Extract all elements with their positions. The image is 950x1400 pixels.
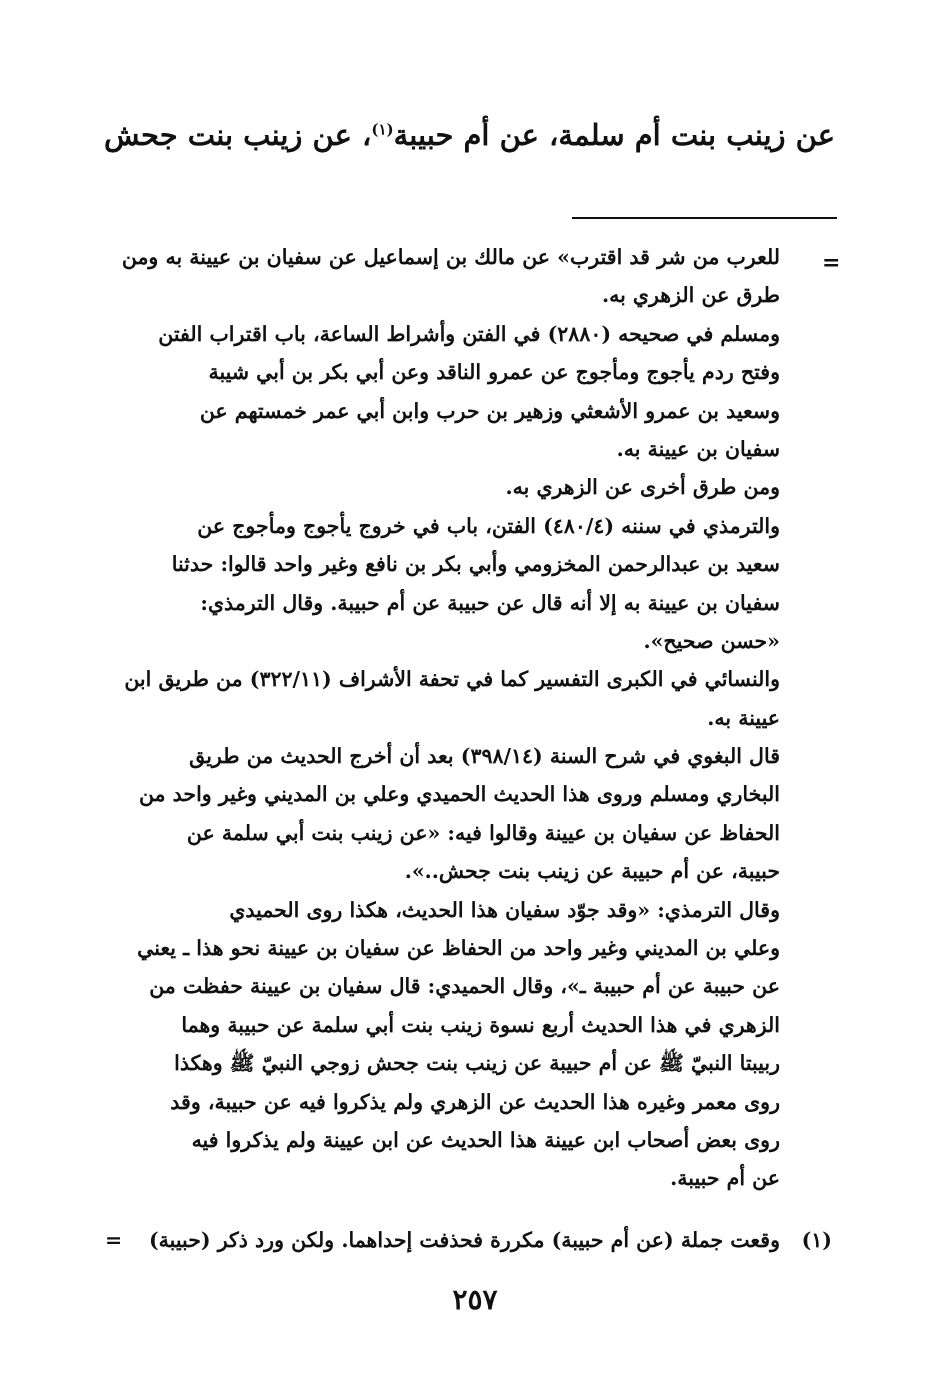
footnote-line: سفيان بن عيينة به. [616,436,780,461]
main-text-end: ، عن زينب بنت جحش [104,118,372,152]
footnote-line: سفيان بن عيينة به إلا أنه قال عن حبيبة عن أم حبيبة. وقال الترمذي: [200,590,780,615]
footnote-line: طرق عن الزهري به. [601,283,780,308]
footnote-line: والترمذي في سننه (٤٨٠/٤) الفتن، باب في خروج يأجوج ومأجوج عن [197,513,780,538]
footnote-line: ربيبتا النبيّ ﷺ عن أم حبيبة عن زينب بنت جحش زوجي النبيّ ﷺ وهكذا [174,1051,780,1076]
footnote-continuation-mark: = [822,250,841,276]
footnote-line: روى معمر وغيره هذا الحديث عن الزهري ولم يذكروا فيه عن حبيبة، وقد [170,1089,780,1114]
footnote-line: سعيد بن عبدالرحمن المخزومي وأبي بكر بن نافع وغير واحد قالوا: حدثنا [171,552,780,577]
footnote-line: ومن طرق أخرى عن الزهري به. [505,475,780,500]
footnote-line: ومسلم في صحيحه (٢٨٨٠) في الفتن وأشراط الساعة، باب اقتراب الفتن [158,321,780,346]
footnote-line: عن أم حبيبة. [670,1166,780,1191]
main-text-line [104,118,835,152]
footnote-line: وفتح ردم يأجوج ومأجوج عن عمرو الناقد وعن أبي بكر بن أبي شيبة [208,360,780,385]
footnote-line: روى بعض أصحاب ابن عيينة هذا الحديث عن ابن عيينة ولم يذكروا فيه [191,1127,780,1152]
footnote-line: عيينة به. [707,705,780,730]
footnote-1-continue-mark: = [105,1228,123,1252]
footnote-line: الحفاظ عن سفيان بن عيينة وقالوا فيه: «عن زينب بنت أبي سلمة عن [186,820,780,845]
footnote-line: وعلي بن المديني وغير واحد من الحفاظ عن سفيان بن عيينة نحو هذا ـ يعني [137,936,780,961]
footnote-line: وسعيد بن عمرو الأشعثي وزهير بن حرب وابن أبي عمر خمستهم عن [199,398,780,423]
footnote-body [121,238,780,1198]
footnote-line: حبيبة، عن أم حبيبة عن زينب بنت جحش..». [404,859,780,884]
main-text-start: عن زينب بنت أم سلمة، عن أم حبيبة [393,118,835,152]
footnote-1-text: وقعت جملة (عن أم حبيبة) مكررة فحذفت إحداهما. ولكن ورد ذكر (حبيبة) [148,1228,780,1252]
footnote-reference-marker: (١) [371,120,394,139]
footnote-line: عن حبيبة عن أم حبيبة ـ»، وقال الحميدي: قال سفيان بن عيينة حفظت من [149,974,780,999]
footnote-line: قال البغوي في شرح السنة (٣٩٨/١٤) بعد أن أخرج الحديث من طريق [189,744,780,769]
footnote-separator-rule [572,217,837,219]
page-number: ٢٥٧ [452,1283,498,1316]
footnote-line: للعرب من شر قد اقترب» عن مالك بن إسماعيل عن سفيان بن عيينة به ومن [121,245,780,269]
footnote-line: الزهري في هذا الحديث أربع نسوة زينب بنت أبي سلمة عن حبيبة وهما [181,1012,780,1037]
footnote-1-marker: (١) [801,1228,832,1252]
footnote-line: البخاري ومسلم وروى هذا الحديث الحميدي وعلي بن المديني وغير واحد من [138,782,780,807]
footnote-1 [105,1220,832,1260]
footnote-line: «حسن صحيح». [643,628,780,653]
footnote-line: والنسائي في الكبرى التفسير كما في تحفة الأشراف (٣٢٢/١١) من طريق ابن [124,667,780,692]
footnote-line: وقال الترمذي: «وقد جوّد سفيان هذا الحديث، هكذا روى الحميدي [229,897,780,922]
